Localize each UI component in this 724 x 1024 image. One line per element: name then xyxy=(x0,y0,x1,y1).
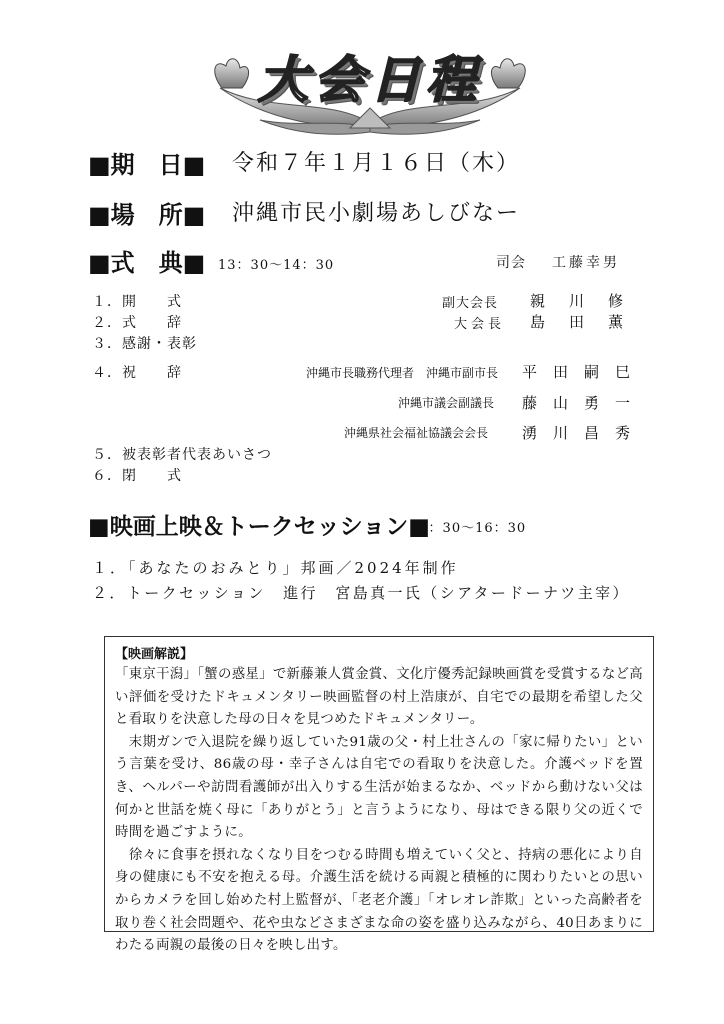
ceremony-item-role: 沖縄市議会副議長 xyxy=(398,396,495,410)
ceremony-item-role: 副大会長 xyxy=(442,296,499,311)
mc-role: 司会 xyxy=(496,255,526,271)
ceremony-item: １．開 式 xyxy=(92,294,182,310)
screening-time: 14：30～16：30 xyxy=(410,521,527,536)
ceremony-item: ２．式 辞 xyxy=(92,315,182,331)
ceremony-item-person: 平田嗣巳 xyxy=(522,363,647,381)
venue-value: 沖縄市民小劇場あしびなー xyxy=(232,201,521,226)
venue-label: ■場 所■ xyxy=(88,201,206,229)
commentary-paragraph: 徐々に食事を摂れなくなり目をつむる時間も増えていく父と、持病の悪化により自身の健康にも不安を抱える母。介護生活を続ける両親と積極的に関わりたいとの思いからカメラを回し始めた村上監督が、「老老介護」「オレオレ詐欺」といった高齢者を取り巻く社会問題や、花や虫などさまざまな命の姿を盛り込みながら、40日あまりにわたる両親の最後の日々を映し出す。 xyxy=(115,847,643,954)
ceremony-item: ５．被表彰者代表あいさつ xyxy=(92,447,272,463)
ceremony-item-role: 沖縄県社会福祉協議会会長 xyxy=(344,426,489,440)
date-label: ■期 日■ xyxy=(88,151,206,179)
commentary-title: 【映画解説】 xyxy=(115,647,194,662)
commentary-paragraph: 「東京干潟」「蟹の惑星」で新藤兼人賞金賞、文化庁優秀記録映画賞を受賞するなど高い評価を受けたドキュメンタリー映画監督の村上浩康が、自宅での最期を希望した父と看取りを決意した母の日々を見つめたドキュメンタリー。 xyxy=(115,667,643,728)
ceremony-item: ３．感謝・表彰 xyxy=(92,336,197,352)
screening-item: ２．トークセッション 進行 宮島真一氏（シアタードーナツ主宰） xyxy=(92,584,630,602)
screening-item: １．「あなたのおみとり」邦画／2024年制作 xyxy=(92,559,459,577)
screening-label: ■映画上映＆トークセッション■ xyxy=(88,514,431,540)
ceremony-item-role: 沖縄市長職務代理者 沖縄市副市長 xyxy=(306,366,499,380)
ceremony-item-person: 湧川昌秀 xyxy=(522,424,647,442)
commentary-paragraph: 末期ガンで入退院を繰り返していた91歳の父・村上壮さんの「家に帰りたい」という言葉を受け、86歳の母・幸子さんは自宅での看取りを決意した。介護ベッドを置き、ヘルパーや訪問看護師が出入りする生活が始まるなか、ベッドから動けない父は何かと世話を焼く母に「ありがとう」と言うようになり、母はできる限り父の近くで時間を過ごすように。 xyxy=(115,734,643,841)
ceremony-time: 13：30～14：30 xyxy=(218,258,335,273)
ceremony-label: ■式 典■ xyxy=(88,249,206,277)
banner-title: 大会日程 xyxy=(258,51,482,109)
ceremony-item-person: 島田薫 xyxy=(530,313,648,331)
ceremony-item: ６．閉 式 xyxy=(92,468,182,484)
commentary-box xyxy=(104,636,654,954)
mc-name: 工藤幸男 xyxy=(552,255,620,271)
ceremony-item-person: 親川修 xyxy=(530,292,648,310)
ceremony-item: ４．祝 辞 xyxy=(92,365,182,381)
ceremony-item-role: 大会長 xyxy=(454,317,506,332)
date-value: 令和７年１月１６日（木） xyxy=(232,151,521,176)
ceremony-item-person: 藤山勇一 xyxy=(522,394,647,412)
banner xyxy=(200,28,540,138)
